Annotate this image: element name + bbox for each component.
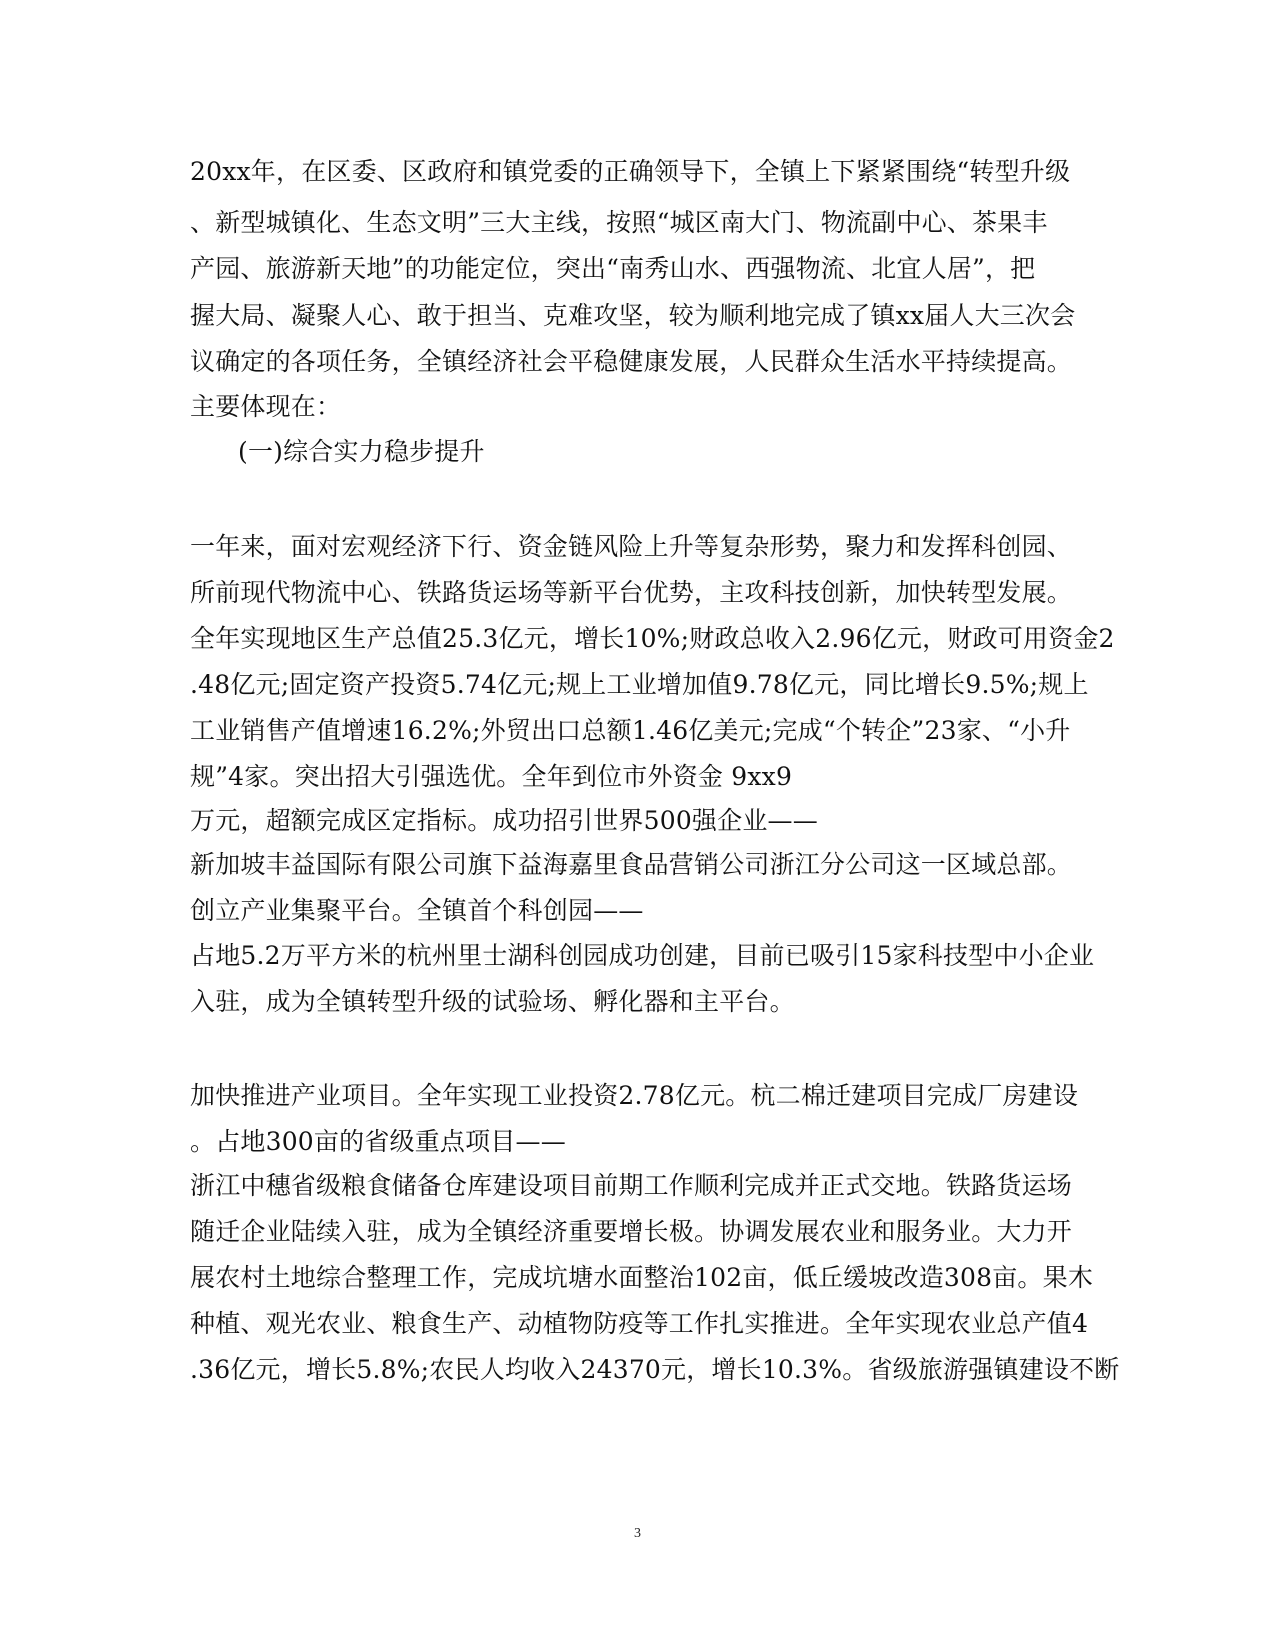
paragraph-line: 浙江中穗省级粮食储备仓库建设项目前期工作顺利完成并正式交地。铁路货运场: [190, 1171, 1073, 1200]
paragraph-line: 。占地300亩的省级重点项目——: [190, 1127, 566, 1156]
paragraph-line: 产园、旅游新天地”的功能定位，突出“南秀山水、西强物流、北宜人居”，把: [190, 254, 1036, 283]
paragraph-line: 、新型城镇化、生态文明”三大主线，按照“城区南大门、物流副中心、茶果丰: [190, 208, 1048, 237]
paragraph-line: 所前现代物流中心、铁路货运场等新平台优势，主攻科技创新，加快转型发展。: [190, 578, 1073, 607]
paragraph-line: 规”4家。突出招大引强选优。全年到位市外资金 9xx9: [190, 762, 793, 791]
paragraph-line: 全年实现地区生产总值25.3亿元，增长10%;财政总收入2.96亿元，财政可用资金2: [190, 624, 1115, 653]
paragraph-line: 占地5.2万平方米的杭州里士湖科创园成功创建，目前已吸引15家科技型中小企业: [190, 941, 1095, 970]
paragraph-line: 20xx年，在区委、区政府和镇党委的正确领导下，全镇上下紧紧围绕“转型升级: [190, 157, 1071, 186]
paragraph-line: 入驻，成为全镇转型升级的试验场、孵化器和主平台。: [190, 987, 795, 1016]
paragraph-line: 随迁企业陆续入驻，成为全镇经济重要增长极。协调发展农业和服务业。大力开: [190, 1217, 1073, 1246]
paragraph-line: 主要体现在：: [190, 392, 342, 421]
paragraph-line: 种植、观光农业、粮食生产、动植物防疫等工作扎实推进。全年实现农业总产值4: [190, 1309, 1089, 1338]
paragraph-line: .36亿元，增长5.8%;农民人均收入24370元，增长10.3%。省级旅游强镇建设不断: [190, 1355, 1120, 1384]
paragraph-line: 握大局、凝聚人心、敢于担当、克难攻坚，较为顺利地完成了镇xx届人大三次会: [190, 301, 1076, 330]
paragraph-line: .48亿元;固定资产投资5.74亿元;规上工业增加值9.78亿元，同比增长9.5%;规上: [190, 670, 1089, 699]
paragraph-line: 展农村土地综合整理工作，完成坑塘水面整治102亩，低丘缓坡改造308亩。果木: [190, 1263, 1094, 1292]
page-number: 3: [634, 1526, 641, 1541]
section-heading: (一)综合实力稳步提升: [238, 437, 485, 466]
paragraph-line: 加快推进产业项目。全年实现工业投资2.78亿元。杭二棉迁建项目完成厂房建设: [190, 1081, 1079, 1110]
paragraph-line: 创立产业集聚平台。全镇首个科创园——: [190, 896, 644, 925]
paragraph-line: 议确定的各项任务，全镇经济社会平稳健康发展，人民群众生活水平持续提高。: [190, 347, 1073, 376]
paragraph-line: 一年来，面对宏观经济下行、资金链风险上升等复杂形势，聚力和发挥科创园、: [190, 532, 1073, 561]
paragraph-line: 工业销售产值增速16.2%;外贸出口总额1.46亿美元;完成“个转企”23家、“小升: [190, 716, 1071, 745]
paragraph-line: 新加坡丰益国际有限公司旗下益海嘉里食品营销公司浙江分公司这一区域总部。: [190, 850, 1073, 879]
paragraph-line: 万元，超额完成区定指标。成功招引世界500强企业——: [190, 806, 818, 835]
